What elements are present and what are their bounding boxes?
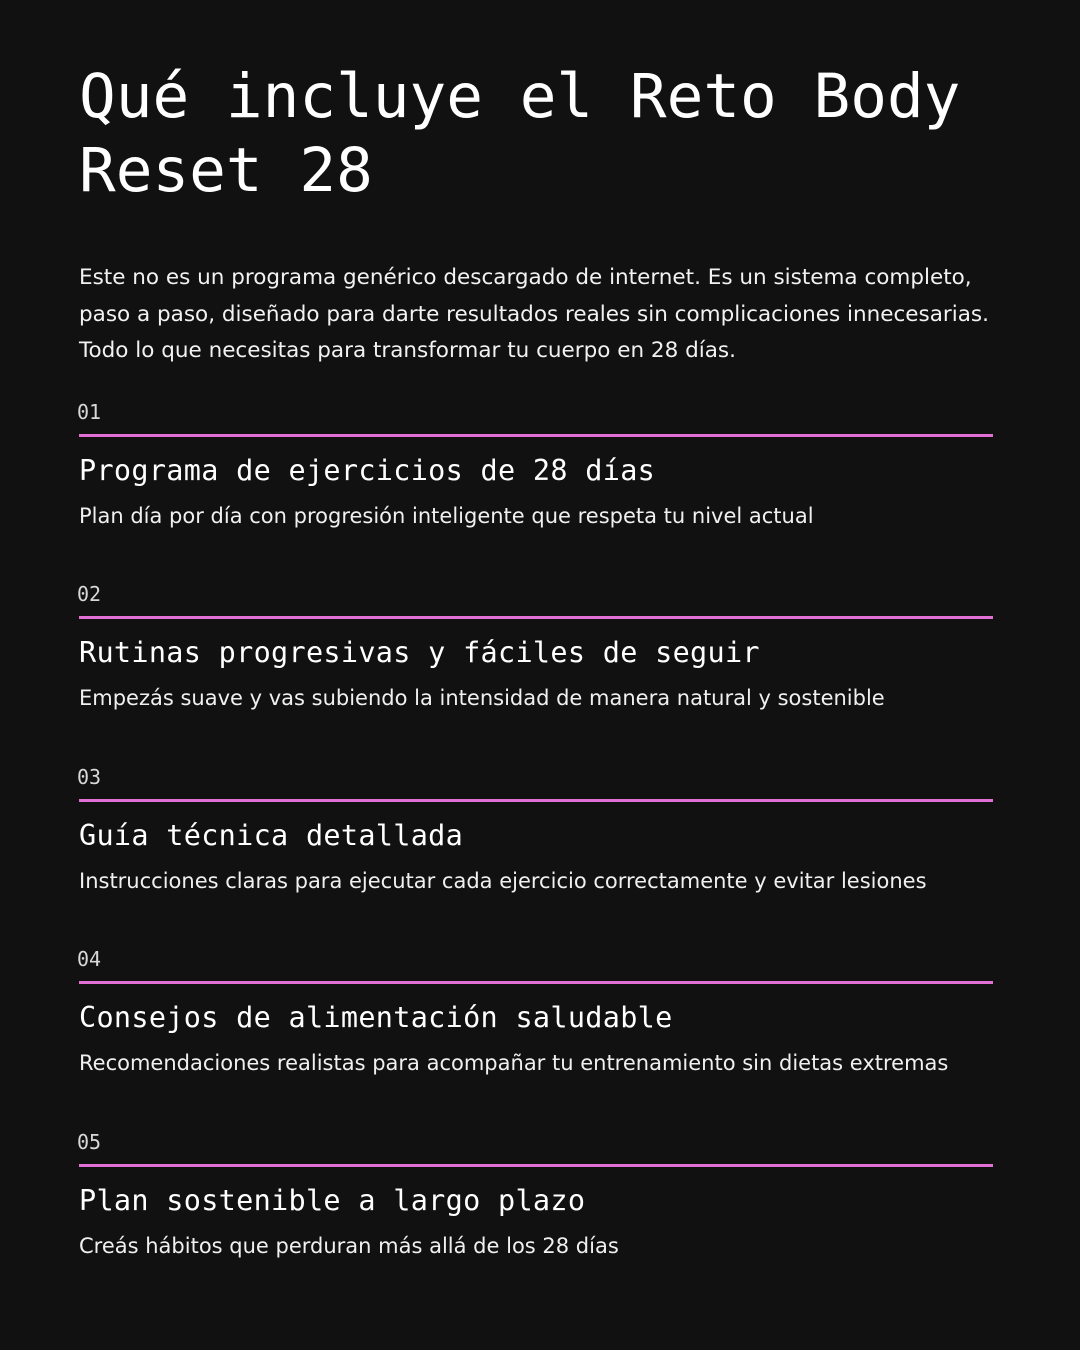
feature-description: Creás hábitos que perduran más allá de los 28 días (79, 1233, 619, 1258)
feature-item (79, 937, 993, 1120)
feature-title: Guía técnica detallada (79, 818, 464, 852)
feature-description: Recomendaciones realistas para acompañar tu entrenamiento sin dietas extremas (79, 1051, 949, 1075)
feature-divider (79, 981, 993, 984)
feature-item (79, 390, 993, 573)
feature-title: Consejos de alimentación saludable (79, 1001, 673, 1034)
intro-paragraph: Este no es un programa genérico descargado de internet. Es un sistema completo, paso a paso, diseñado para darte resultados reales sin complicaciones innecesarias. Todo lo que necesitas para transformar tu cuerpo en 28 días. (79, 265, 989, 363)
feature-number: 01 (77, 399, 102, 424)
feature-list (79, 390, 993, 1303)
feature-number: 02 (77, 582, 102, 606)
feature-description: Instrucciones claras para ejecutar cada ejercicio correctamente y evitar lesiones (79, 868, 927, 893)
feature-divider (79, 799, 993, 802)
feature-number: 05 (77, 1129, 102, 1154)
feature-number: 04 (77, 947, 102, 971)
feature-item (79, 1120, 993, 1303)
feature-number: 03 (77, 764, 102, 789)
feature-divider (79, 616, 993, 619)
feature-title: Rutinas progresivas y fáciles de seguir (79, 636, 760, 669)
feature-title: Plan sostenible a largo plazo (79, 1183, 586, 1217)
feature-description: Plan día por día con progresión inteligente que respeta tu nivel actual (79, 503, 814, 528)
feature-divider (79, 1164, 993, 1167)
feature-item (79, 755, 993, 938)
feature-title: Programa de ejercicios de 28 días (79, 453, 656, 487)
feature-item (79, 572, 993, 755)
page-title: Qué incluye el Reto Body Reset 28 (79, 61, 961, 206)
feature-divider (79, 434, 993, 437)
feature-description: Empezás suave y vas subiendo la intensidad de manera natural y sostenible (79, 686, 885, 710)
